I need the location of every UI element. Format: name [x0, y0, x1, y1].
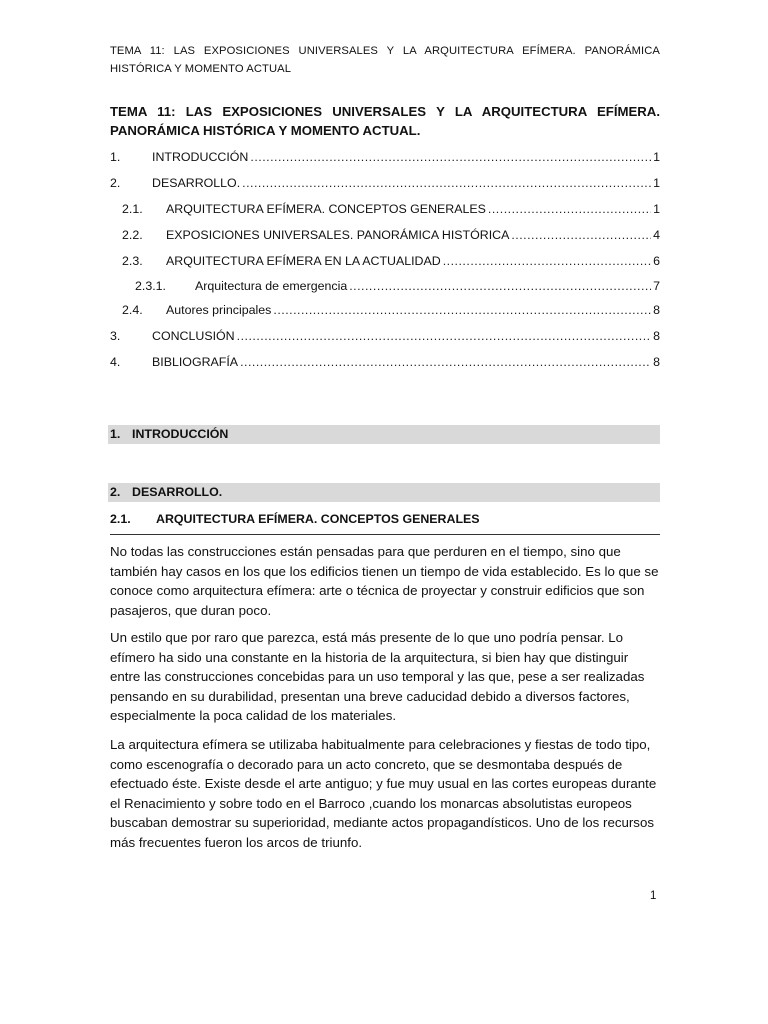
- running-header: TEMA 11: LAS EXPOSICIONES UNIVERSALES Y LA ARQUITECTURA EFÍMERA. PANORÁMICA HISTÓRICA Y MOMENTO ACTUAL: [110, 45, 660, 75]
- toc-entry-desarrollo[interactable]: [110, 176, 660, 194]
- toc-entry-page: 1: [653, 202, 660, 216]
- body-paragraph-1: No todas las construcciones están pensadas para que perduren en el tiempo, sino que también hay casos en los que los edificios tienen un tiempo de vida establecido. Es lo que se conoce como arquitectura efímera: arte o técnica de proyectar y construir edificios que son pasajeros, que duran poco.: [110, 544, 659, 618]
- toc-entry-title: INTRODUCCIÓN: [152, 150, 249, 164]
- toc-entry-2-3-1[interactable]: [135, 279, 660, 297]
- toc-entry-page: 7: [653, 279, 660, 293]
- toc-entry-number: 2.: [110, 176, 121, 190]
- toc-entry-page: 4: [653, 228, 660, 242]
- toc-entry-number: 2.1.: [122, 202, 143, 216]
- subsection-heading-2-1: [110, 512, 660, 535]
- toc-entry-introduccion[interactable]: [110, 150, 660, 168]
- toc-entry-title: ARQUITECTURA EFÍMERA EN LA ACTUALIDAD: [166, 254, 441, 268]
- toc-entry-number: 2.3.: [122, 254, 143, 268]
- toc-entry-page: 8: [653, 355, 660, 369]
- toc-entry-page: 1: [653, 176, 660, 190]
- toc-entry-2-3[interactable]: [122, 254, 660, 272]
- toc-entry-number: 2.4.: [122, 303, 143, 317]
- toc-leader-dots: [511, 228, 651, 242]
- toc-entry-title: DESARROLLO.: [152, 176, 241, 190]
- section-number: 2.: [110, 485, 121, 499]
- toc-entry-title: CONCLUSIÓN: [152, 329, 235, 343]
- toc-leader-dots: [242, 176, 651, 190]
- toc-entry-page: 1: [653, 150, 660, 164]
- toc-entry-title: ARQUITECTURA EFÍMERA. CONCEPTOS GENERALES: [166, 202, 486, 216]
- toc-entry-number: 2.2.: [122, 228, 143, 242]
- toc-entry-page: 6: [653, 254, 660, 268]
- body-paragraph-3: La arquitectura efímera se utilizaba habitualmente para celebraciones y fiestas de todo tipo, como escenografía o decorado para un acto concreto, que se desmontaba después de efectuado éste. Existe desde el arte antiguo; y fue muy usual en las cortes europeas durante el Renacimiento y sobre todo en el Barroco ,cuando los monarcas absolutistas europeos buscaban demostrar su superioridad, mediante actos propagandísticos. Uno de los recursos más frecuentes fueron los arcos de triunfo.: [110, 737, 657, 850]
- section-title: INTRODUCCIÓN: [132, 427, 229, 441]
- toc-entry-number: 4.: [110, 355, 121, 369]
- toc-entry-conclusion[interactable]: [110, 329, 660, 347]
- toc-leader-dots: [237, 329, 651, 343]
- toc-entry-2-1[interactable]: [122, 202, 660, 220]
- document-title: TEMA 11: LAS EXPOSICIONES UNIVERSALES Y LA ARQUITECTURA EFÍMERA. PANORÁMICA HISTÓRICA Y MOMENTO ACTUAL.: [110, 104, 660, 138]
- subsection-title: ARQUITECTURA EFÍMERA. CONCEPTOS GENERALES: [156, 512, 480, 526]
- toc-entry-page: 8: [653, 303, 660, 317]
- toc-entry-page: 8: [653, 329, 660, 343]
- section-heading-introduccion: [108, 425, 660, 444]
- toc-entry-number: 1.: [110, 150, 121, 164]
- section-number: 1.: [110, 427, 121, 441]
- toc-leader-dots: [349, 279, 651, 293]
- section-title: DESARROLLO.: [132, 485, 223, 499]
- toc-entry-number: 2.3.1.: [135, 279, 167, 293]
- toc-leader-dots: [250, 150, 651, 164]
- section-heading-desarrollo: [108, 483, 660, 502]
- body-paragraph-2: Un estilo que por raro que parezca, está más presente de lo que uno podría pensar. Lo efímero ha sido una constante en la historia de la arquitectura, si bien hay que distinguir entre las construcciones concebidas para un uso temporal y las que, pese a ser realizadas pensando en su durabilidad, presentan una breve caducidad debido a diversos factores, especialmente la poca calidad de los materiales.: [110, 630, 645, 723]
- toc-entry-2-4[interactable]: [122, 303, 660, 321]
- toc-entry-bibliografia[interactable]: [110, 355, 660, 373]
- toc-entry-title: Autores principales: [166, 303, 272, 317]
- toc-leader-dots: [240, 355, 651, 369]
- toc-leader-dots: [488, 202, 651, 216]
- page-number: 1: [650, 890, 657, 902]
- toc-leader-dots: [443, 254, 651, 268]
- toc-leader-dots: [273, 303, 651, 317]
- toc-entry-title: BIBLIOGRAFÍA: [152, 355, 239, 369]
- toc-entry-title: EXPOSICIONES UNIVERSALES. PANORÁMICA HISTÓRICA: [166, 228, 510, 242]
- toc-entry-number: 3.: [110, 329, 121, 343]
- toc-entry-title: Arquitectura de emergencia: [195, 279, 348, 293]
- subsection-number: 2.1.: [110, 512, 131, 526]
- toc-entry-2-2[interactable]: [122, 228, 660, 246]
